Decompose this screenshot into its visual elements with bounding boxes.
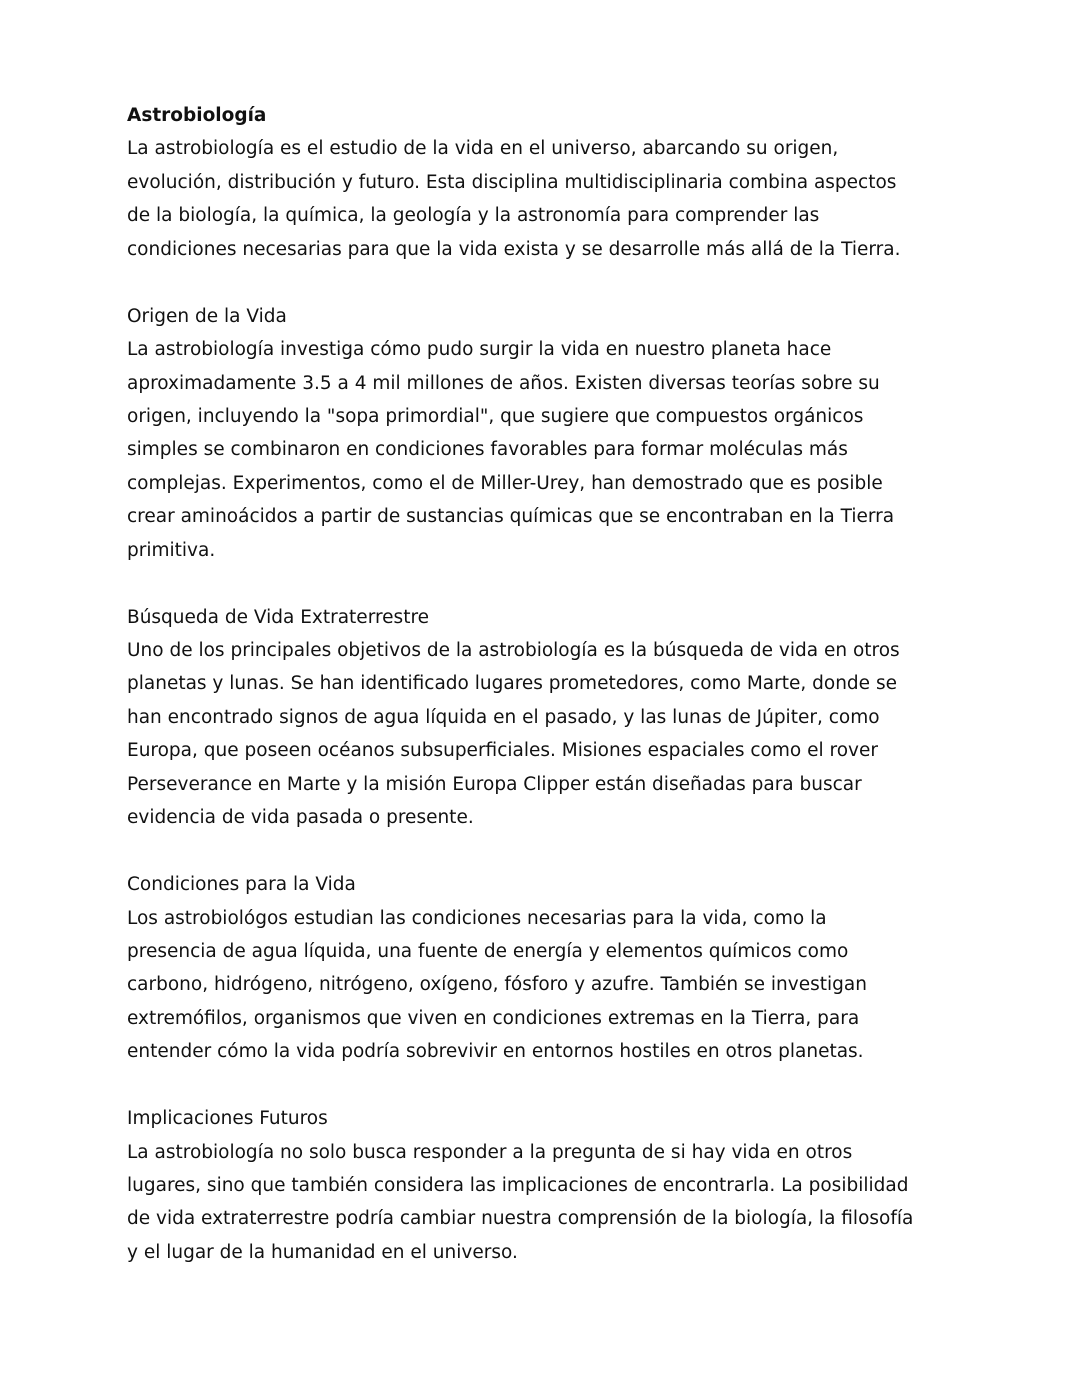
- section-line: Los astrobiológos estudian las condiciones necesarias para la vida, como la: [127, 907, 827, 929]
- intro-line: evolución, distribución y futuro. Esta disciplina multidisciplinaria combina aspectos: [127, 171, 897, 193]
- section-line: aproximadamente 3.5 a 4 mil millones de años. Existen diversas teorías sobre su: [127, 372, 880, 394]
- section-heading: Búsqueda de Vida Extraterrestre: [127, 606, 430, 628]
- section-line: entender cómo la vida podría sobrevivir en entornos hostiles en otros planetas.: [127, 1041, 864, 1063]
- section-line: evidencia de vida pasada o presente.: [127, 807, 474, 829]
- paragraph-spacer: [127, 567, 967, 600]
- section-line: de vida extraterrestre podría cambiar nuestra comprensión de la biología, la filosofía: [127, 1208, 914, 1230]
- intro-line: de la biología, la química, la geología y la astronomía para comprender las: [127, 205, 820, 227]
- section-line: origen, incluyendo la "sopa primordial", que sugiere que compuestos orgánicos: [127, 405, 864, 427]
- section-heading: Condiciones para la Vida: [127, 874, 356, 896]
- section-line: presencia de agua líquida, una fuente de energía y elementos químicos como: [127, 940, 849, 962]
- section-line: carbono, hidrógeno, nitrógeno, oxígeno, fósforo y azufre. También se investigan: [127, 974, 867, 996]
- section-heading: Origen de la Vida: [127, 305, 287, 327]
- section-line: simples se combinaron en condiciones favorables para formar moléculas más: [127, 439, 848, 461]
- section-line: extremófilos, organismos que viven en condiciones extremas en la Tierra, para: [127, 1007, 860, 1029]
- section-line: Perseverance en Marte y la misión Europa Clipper están diseñadas para buscar: [127, 773, 862, 795]
- intro-line: La astrobiología es el estudio de la vida en el universo, abarcando su origen,: [127, 138, 839, 160]
- paragraph-spacer: [127, 266, 967, 299]
- section-line: primitiva.: [127, 539, 216, 561]
- section-line: lugares, sino que también considera las implicaciones de encontrarla. La posibilidad: [127, 1175, 909, 1196]
- section-line: Uno de los principales objetivos de la astrobiología es la búsqueda de vida en otros: [127, 640, 900, 661]
- section-line: La astrobiología investiga cómo pudo surgir la vida en nuestro planeta hace: [127, 339, 832, 361]
- section-line: y el lugar de la humanidad en el universo.: [127, 1241, 518, 1263]
- paragraph-spacer: [127, 1069, 967, 1102]
- document-page: [127, 99, 967, 1269]
- intro-line: condiciones necesarias para que la vida exista y se desarrolle más allá de la Tierra.: [127, 238, 901, 260]
- section-line: Europa, que poseen océanos subsuperficiales. Misiones espaciales como el rover: [127, 740, 878, 762]
- section-line: han encontrado signos de agua líquida en el pasado, y las lunas de Júpiter, como: [127, 706, 880, 728]
- section-line: complejas. Experimentos, como el de Miller-Urey, han demostrado que es posible: [127, 472, 883, 494]
- section-line: planetas y lunas. Se han identificado lugares prometedores, como Marte, donde se: [127, 673, 897, 695]
- paragraph-spacer: [127, 835, 967, 868]
- section-line: crear aminoácidos a partir de sustancias químicas que se encontraban en la Tierra: [127, 506, 895, 528]
- section-line: La astrobiología no solo busca responder a la pregunta de si hay vida en otros: [127, 1141, 853, 1163]
- section-heading: Implicaciones Futuros: [127, 1108, 328, 1130]
- document-title: Astrobiología: [127, 105, 267, 126]
